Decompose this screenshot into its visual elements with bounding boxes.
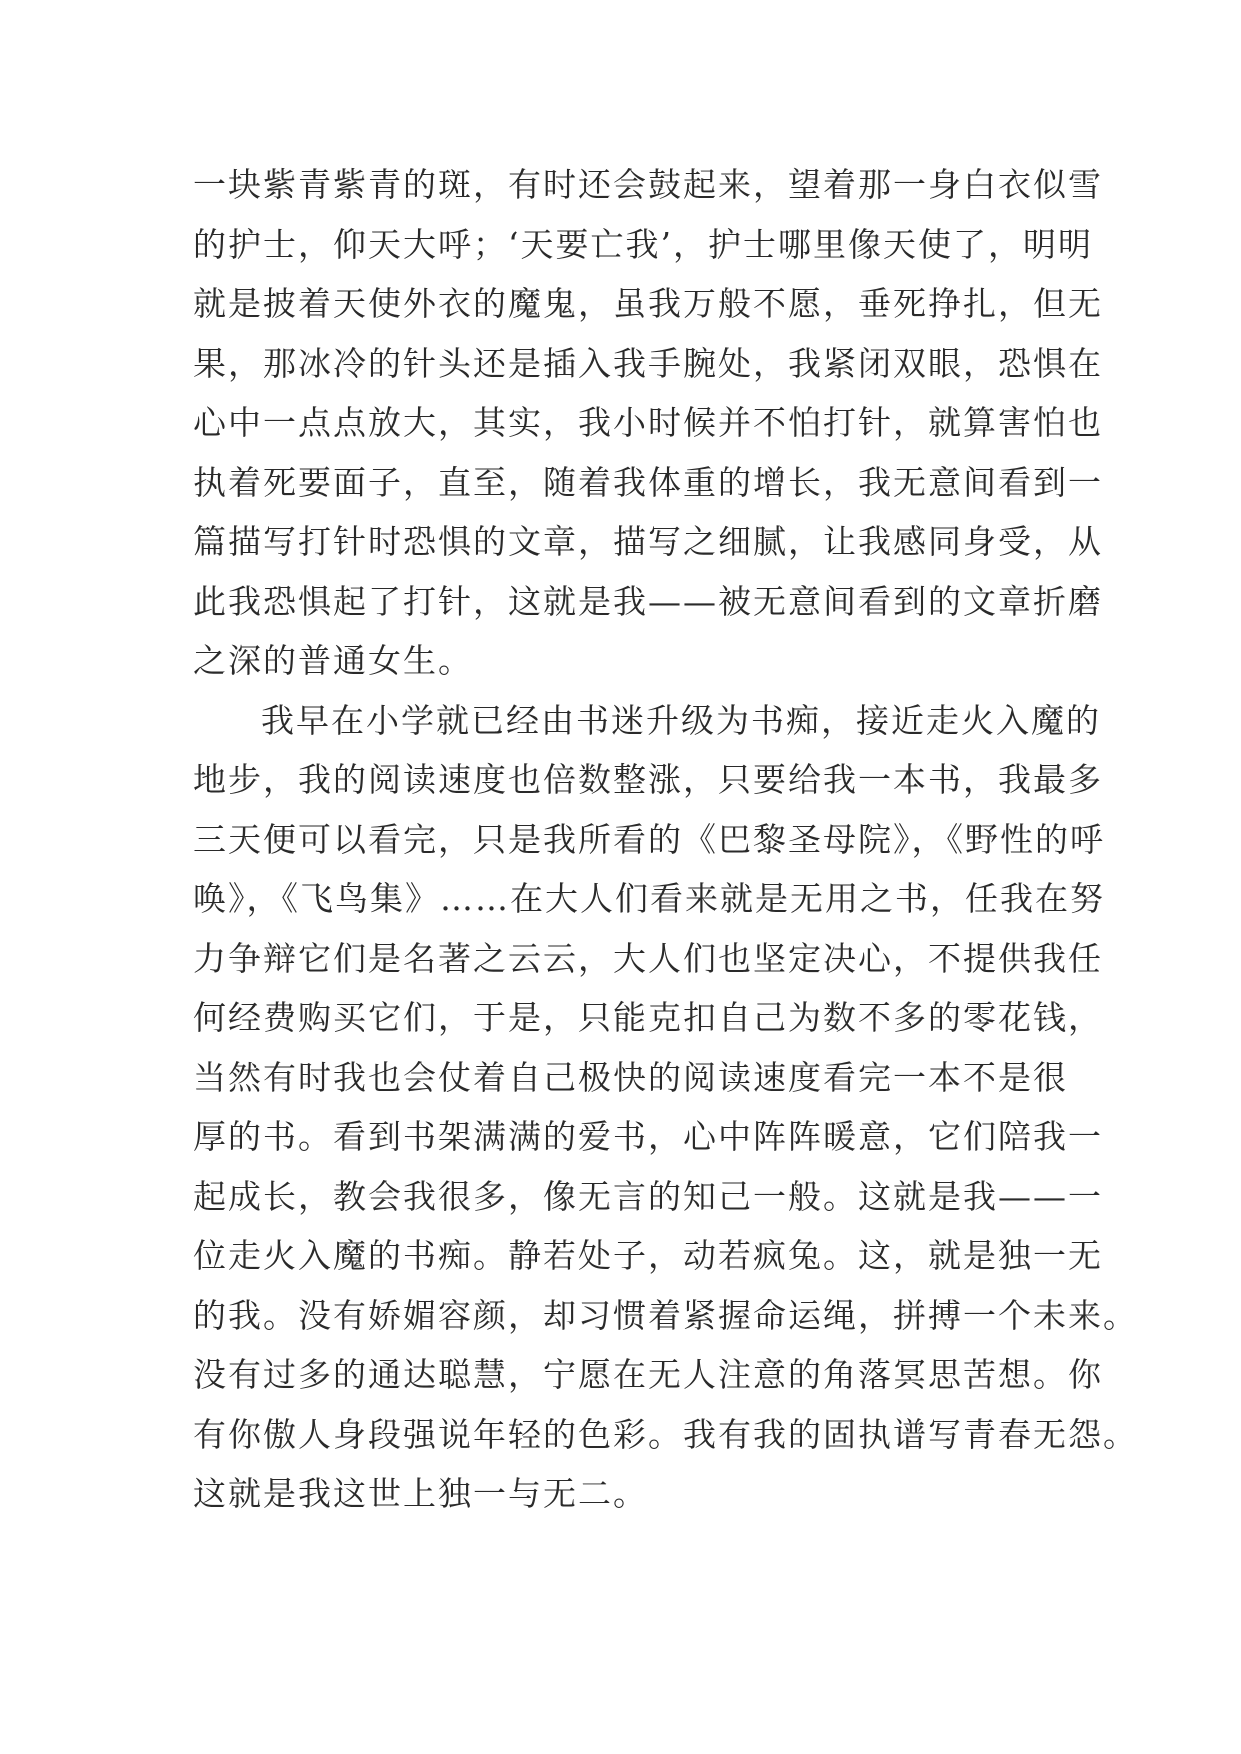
text-line: 篇描写打针时恐惧的文章，描写之细腻，让我感同身受，从 bbox=[193, 522, 1103, 561]
text-line: 三天便可以看完，只是我所看的《巴黎圣母院》，《野性的呼 bbox=[193, 819, 1105, 859]
text-line: 有你傲人身段强说年轻的色彩。我有我的固执谱写青春无怨。 bbox=[193, 1414, 1138, 1454]
paragraph-2 bbox=[193, 691, 1138, 1524]
text-line: 此我恐惧起了打针，这就是我——被无意间看到的文章折磨 bbox=[193, 581, 1103, 621]
text-line: 力争辩它们是名著之云云，大人们也坚定决心，不提供我任 bbox=[193, 938, 1103, 978]
text-line-indented: 我早在小学就已经由书迷升级为书痴，接近走火入魔的 bbox=[261, 700, 1101, 740]
text-line: 之深的普通女生。 bbox=[193, 641, 473, 680]
text-line: 就是披着天使外衣的魔鬼，虽我万般不愿，垂死挣扎，但无 bbox=[193, 284, 1103, 323]
text-line: 地步，我的阅读速度也倍数整涨，只要给我一本书，我最多 bbox=[193, 760, 1103, 799]
text-line: 果，那冰冷的针头还是插入我手腕处，我紧闭双眼，恐惧在 bbox=[193, 343, 1103, 383]
text-line: 没有过多的通达聪慧，宁愿在无人注意的角落冥思苦想。你 bbox=[193, 1355, 1103, 1394]
text-line: 唤》，《飞鸟集》……在大人们看来就是无用之书，任我在努 bbox=[193, 879, 1105, 918]
document-body bbox=[193, 155, 1138, 1524]
text-line: 起成长，教会我很多，像无言的知己一般。这就是我——一 bbox=[193, 1176, 1103, 1216]
text-line: 位走火入魔的书痴。静若处子，动若疯兔。这，就是独一无 bbox=[193, 1236, 1103, 1275]
text-line: 当然有时我也会仗着自己极快的阅读速度看完一本不是很 bbox=[193, 1057, 1068, 1097]
text-line: 一块紫青紫青的斑，有时还会鼓起来，望着那一身白衣似雪 bbox=[193, 165, 1103, 204]
text-line: 的我。没有娇媚容颜，却习惯着紧握命运绳，拼搏一个未来。 bbox=[193, 1295, 1138, 1335]
text-line: 厚的书。看到书架满满的爱书，心中阵阵暖意，它们陪我一 bbox=[193, 1117, 1103, 1156]
text-line: 心中一点点放大，其实，我小时候并不怕打针，就算害怕也 bbox=[193, 403, 1103, 442]
text-line: 这就是我这世上独一与无二。 bbox=[193, 1474, 648, 1513]
text-line: 何经费购买它们，于是，只能克扣自己为数不多的零花钱， bbox=[193, 998, 1103, 1037]
paragraph-1 bbox=[193, 155, 1103, 691]
text-line: 执着死要面子，直至，随着我体重的增长，我无意间看到一 bbox=[193, 462, 1103, 502]
text-line: 的护士，仰天大呼；‘天要亡我’，护士哪里像天使了，明明 bbox=[193, 224, 1093, 264]
